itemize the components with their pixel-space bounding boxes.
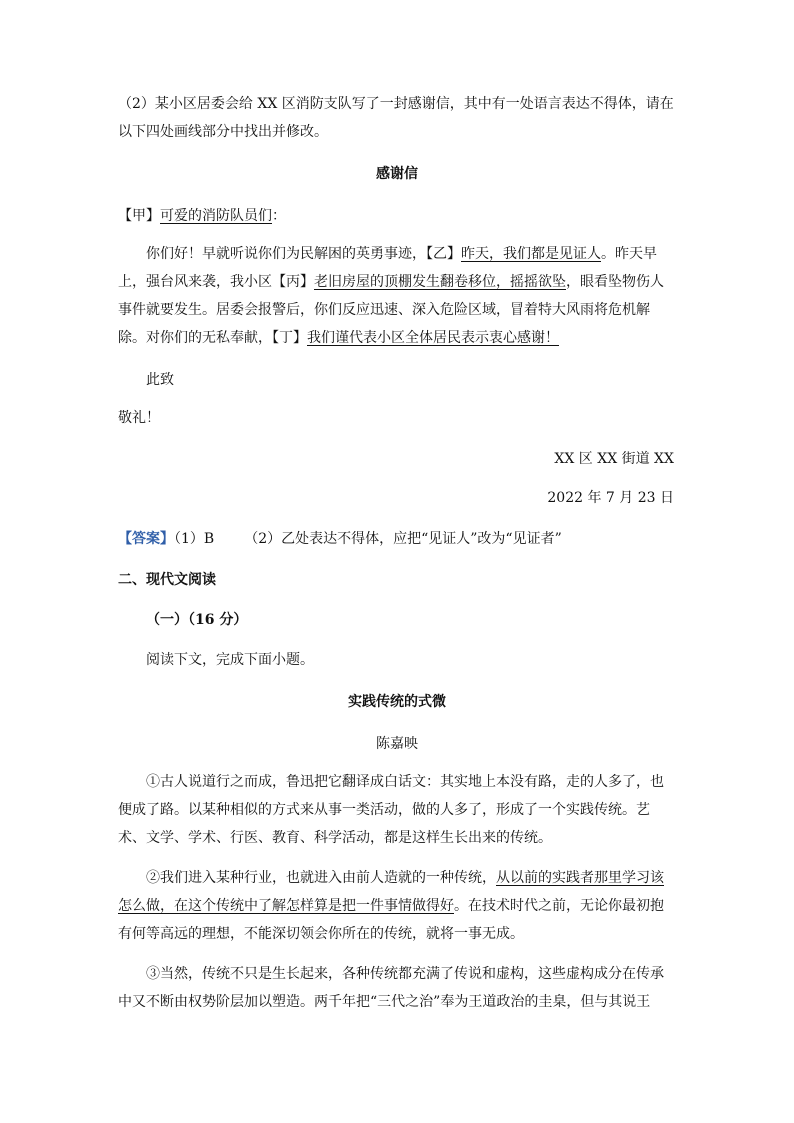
letter-title: 感谢信 (376, 166, 418, 182)
marker-jia: 【甲】 (118, 208, 160, 224)
paragraph-3-line-1: ③当然，传统不只是生长起来，各种传统都充满了传说和虚构，这些虚构成分在传承 (146, 966, 664, 982)
section-subheading: （一）（16 分） (146, 612, 248, 628)
underlined-bing: 老旧房屋的顶棚发生翻卷移位，摇摇欲坠 (314, 274, 566, 290)
letter-date: 2022 年 7 月 23 日 (547, 490, 674, 506)
paragraph-1-line-3: 术、文学、学术、行医、教育、科学活动，都是这样生长出来的传统。 (118, 830, 552, 846)
letter-signature: XX 区 XX 街道 XX (554, 451, 674, 467)
marker-yi: 【乙】 (426, 246, 461, 262)
paragraph-3-line-2: 中又不断由权势阶层加以塑造。两千年把“三代之治”奉为王道政治的圭臬，但与其说王 (118, 994, 651, 1010)
underlined-yi: 昨天，我们都是见证人 (461, 246, 601, 262)
section-heading: 二、现代文阅读 (118, 572, 216, 588)
article-author: 陈嘉映 (376, 736, 418, 752)
letter-body-line-1: 你们好！早就听说你们为民解困的英勇事迹，【乙】昨天，我们都是见证人。昨天早 (146, 246, 657, 262)
article-title: 实践传统的式微 (348, 694, 446, 710)
letter-closing-2: 敬礼！ (118, 410, 160, 426)
marker-ding: 【丁】 (272, 330, 307, 346)
paragraph-1-line-1: ①古人说道行之而成，鲁迅把它翻译成白话文：其实地上本没有路，走的人多了，也 (146, 774, 664, 790)
underlined-salutation: 可爱的消防队员们 (160, 208, 272, 224)
letter-closing-1: 此致 (146, 372, 174, 388)
answer-label: 【答案】 (118, 531, 174, 547)
underlined-sentence-cont: 怎么做，在这个传统中了解怎样算是把一件事情做得好 (118, 898, 454, 914)
letter-body-line-2: 上，强台风来袭，我小区【丙】老旧房屋的顶棚发生翻卷移位，摇摇欲坠，眼看坠物伤人 (118, 274, 664, 290)
reading-instruction: 阅读下文，完成下面小题。 (146, 652, 314, 668)
answer-line: 【答案】（1）B （2）乙处表达不得体，应把“见证人”改为“见证者” (118, 531, 562, 547)
letter-body-line-3: 事件就要发生。居委会报警后，你们反应迅速、深入危险区域，冒着特大风雨将危机解 (118, 302, 650, 318)
paragraph-2-line-3: 有何等高远的理想，不能深切领会你所在的传统，就将一事无成。 (118, 926, 524, 942)
paragraph-1-line-2: 便成了路。以某种相似的方式来从事一类活动，做的人多了，形成了一个实践传统。艺 (118, 802, 650, 818)
question-line-2: 以下四处画线部分中找出并修改。 (118, 124, 328, 140)
letter-salutation: 【甲】可爱的消防队员们： (118, 208, 286, 224)
letter-body-line-4: 除。对你们的无私奉献，【丁】我们谨代表小区全体居民表示衷心感谢！ (118, 330, 559, 346)
underlined-sentence: 从以前的实践者那里学习该 (496, 870, 664, 886)
paragraph-2-line-1: ②我们进入某种行业，也就进入由前人造就的一种传统，从以前的实践者那里学习该 (146, 870, 664, 886)
marker-bing: 【丙】 (272, 274, 314, 290)
underlined-ding: 我们谨代表小区全体居民表示衷心感谢！ (307, 330, 559, 346)
question-line-1: （2）某小区居委会给 XX 区消防支队写了一封感谢信，其中有一处语言表达不得体，请在 (118, 96, 674, 112)
paragraph-2-line-2: 怎么做，在这个传统中了解怎样算是把一件事情做得好。在技术时代之前，无论你最初抱 (118, 898, 664, 914)
